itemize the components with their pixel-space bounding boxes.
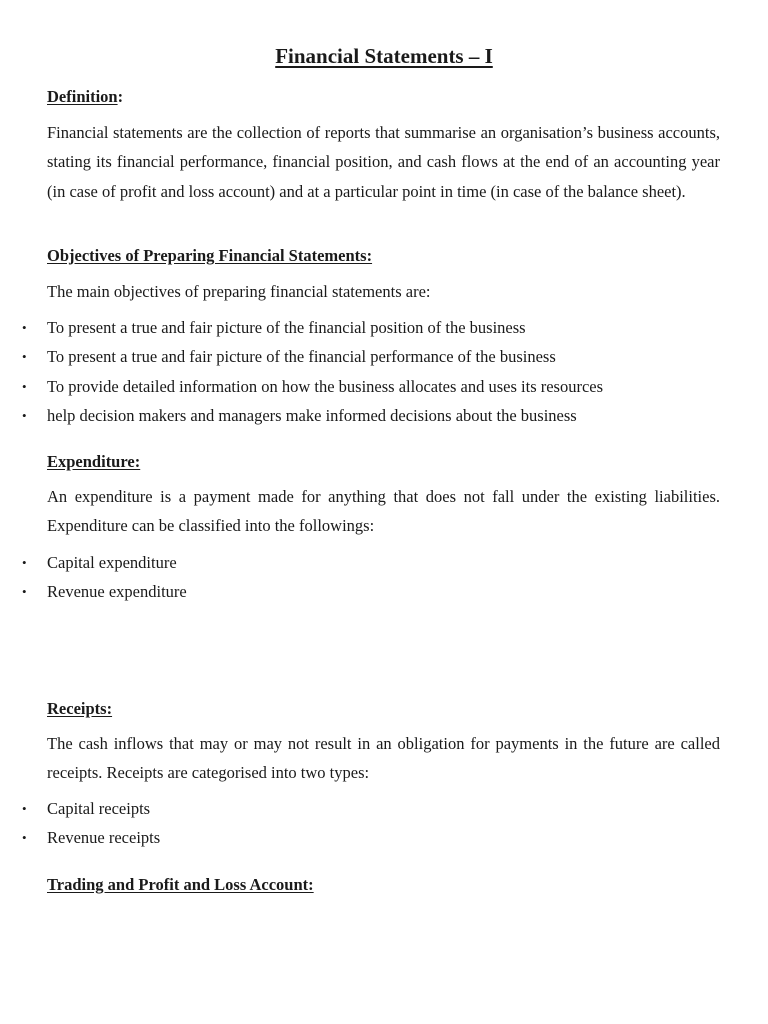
expenditure-heading-label: Expenditure: [47, 452, 141, 471]
bullet-icon: • [22, 407, 27, 423]
page-title: Financial Statements – I [275, 44, 493, 68]
objectives-heading-label: Objectives of Preparing Financial Statements: [47, 246, 373, 265]
list-item-text: help decision makers and managers make informed decisions about the business [47, 405, 577, 425]
list-item-text: To present a true and fair picture of the financial performance of the business [47, 347, 556, 367]
definition-paragraph: Financial statements are the collection of reports that summarise an organisation’s business accounts, stating its financial performance, financial position, and cash flows at the end of an accounting year (in case of profit and loss account) and at a particular point in time (in case of the balance sheet). [47, 123, 720, 201]
definition-heading-colon: : [117, 87, 124, 106]
bullet-icon: • [22, 320, 27, 335]
receipts-paragraph: The cash inflows that may or may not result in an obligation for payments in the future are called receipts. Receipts are categorised into two types: [47, 734, 720, 783]
receipts-heading [47, 698, 112, 720]
expenditure-paragraph: An expenditure is a payment made for anything that does not fall under the existing liabilities. Expenditure can be classified into the followings: [47, 487, 720, 536]
trading-heading [47, 874, 314, 896]
objectives-heading [47, 245, 372, 267]
list-item [0, 313, 720, 342]
list-item [0, 401, 720, 430]
bullet-icon: • [22, 378, 27, 394]
expenditure-list [0, 548, 720, 607]
list-item [0, 823, 720, 852]
bullet-icon: • [22, 830, 27, 846]
objectives-intro: The main objectives of preparing financial statements are: [47, 282, 431, 301]
bullet-icon: • [22, 349, 27, 365]
list-item [0, 372, 720, 401]
list-item [0, 342, 720, 371]
list-item [0, 548, 720, 577]
list-item-text: Revenue expenditure [47, 582, 187, 602]
definition-heading-label: Definition [47, 87, 118, 106]
list-item [0, 794, 720, 823]
list-item-text: Capital expenditure [47, 553, 177, 572]
bullet-icon: • [22, 555, 27, 570]
receipts-list [0, 794, 720, 853]
list-item-text: To provide detailed information on how the business allocates and uses its resources [47, 376, 604, 396]
receipts-heading-label: Receipts: [47, 699, 113, 718]
trading-heading-label: Trading and Profit and Loss Account: [47, 875, 314, 894]
list-item [0, 577, 720, 606]
definition-heading [47, 86, 123, 108]
expenditure-heading [47, 451, 140, 473]
list-item-text: Revenue receipts [47, 828, 161, 848]
bullet-icon: • [22, 584, 27, 600]
list-item-text: Capital receipts [47, 799, 151, 818]
objectives-list [0, 313, 720, 430]
list-item-text: To present a true and fair picture of the financial position of the business [47, 318, 526, 337]
bullet-icon: • [22, 801, 27, 816]
